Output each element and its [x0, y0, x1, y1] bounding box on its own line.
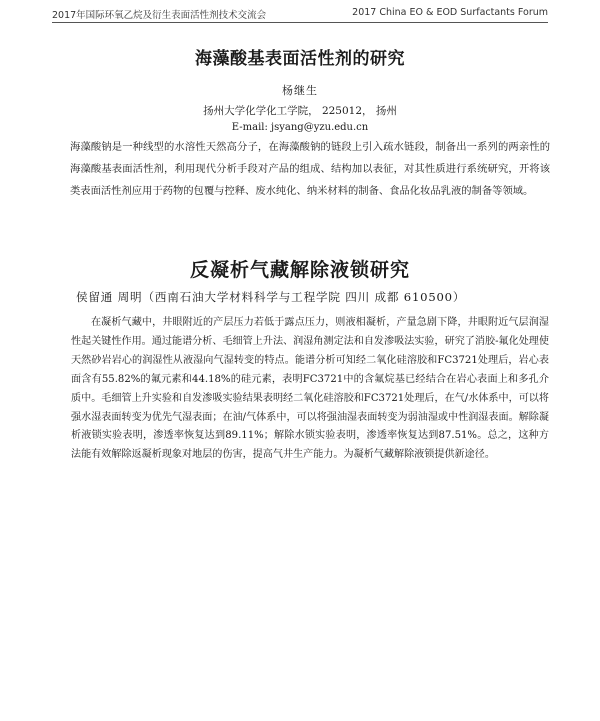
paper1-affiliation: 扬州大学化学化工学院， 225012， 扬州 [203, 105, 397, 117]
paper1-abstract: 海藻酸钠是一种线型的水溶性天然高分子，在海藻酸钠的链段上引入疏水链段，制备出一系列的两亲性的海藻酸基表面活性剂，利用现代分析手段对产品的组成、结构加以表征，对其性质进行系统研究，开将该类表面活性剂应用于药物的包覆与控释、废水纯化、纳米材料的制备、食品化妆品乳液的制备等领域。 [70, 141, 550, 198]
header-divider [52, 22, 548, 23]
paper2-abstract-block [71, 314, 549, 465]
header-conference-cn: 2017年国际环氧乙烷及衍生表面活性剂技术交流会 [52, 10, 267, 21]
page-header [52, 7, 548, 23]
paper1-author: 杨继生 [282, 84, 318, 97]
header-conference-en: 2017 China EO & EOD Surfactants Forum [352, 7, 548, 18]
paper1-title: 海藻酸基表面活性剂的研究 [195, 49, 405, 69]
paper1-email: E-mail: jsyang@yzu.edu.cn [231, 122, 369, 133]
paper2-author-affiliation: 侯留通 周明（西南石油大学材料科学与工程学院 四川 成都 610500） [76, 290, 466, 304]
paper2-abstract: 在凝析气藏中，井眼附近的产层压力若低于露点压力，则液相凝析，产量急剧下降，井眼附近气层润湿性起关键性作用。通过能谱分析、毛细管上升法、润湿角测定法和自发渗吸法实验，研究了消胶-氟化处理使天然砂岩岩心的润湿性从液湿向气湿转变的特点。能谱分析可知经二氧化硅溶胶和FC3721处理后，岩心表面含有55.82%的氟元素和44.18%的硅元素，表明FC3721中的含氟烷基已经结合在岩心表面上和多孔介质中。毛细管上升实验和自发渗吸实验结果表明经二氧化硅溶胶和FC3721处理后，在气/水体系中，可以将强水湿表面转变为优先气湿表面；在油/气体系中，可以将强油湿表面转变为弱油湿或中性润湿表面。解除凝析液锁实验表明，渗透率恢复达到89.11%；解除水锁实验表明，渗透率恢复达到87.51%。总之，这种方法能有效解除返凝析现象对地层的伤害，提高气井生产能力。为凝析气藏解除液锁提供新途径。 [71, 317, 549, 461]
paper2-title: 反凝析气藏解除液锁研究 [189, 259, 410, 281]
